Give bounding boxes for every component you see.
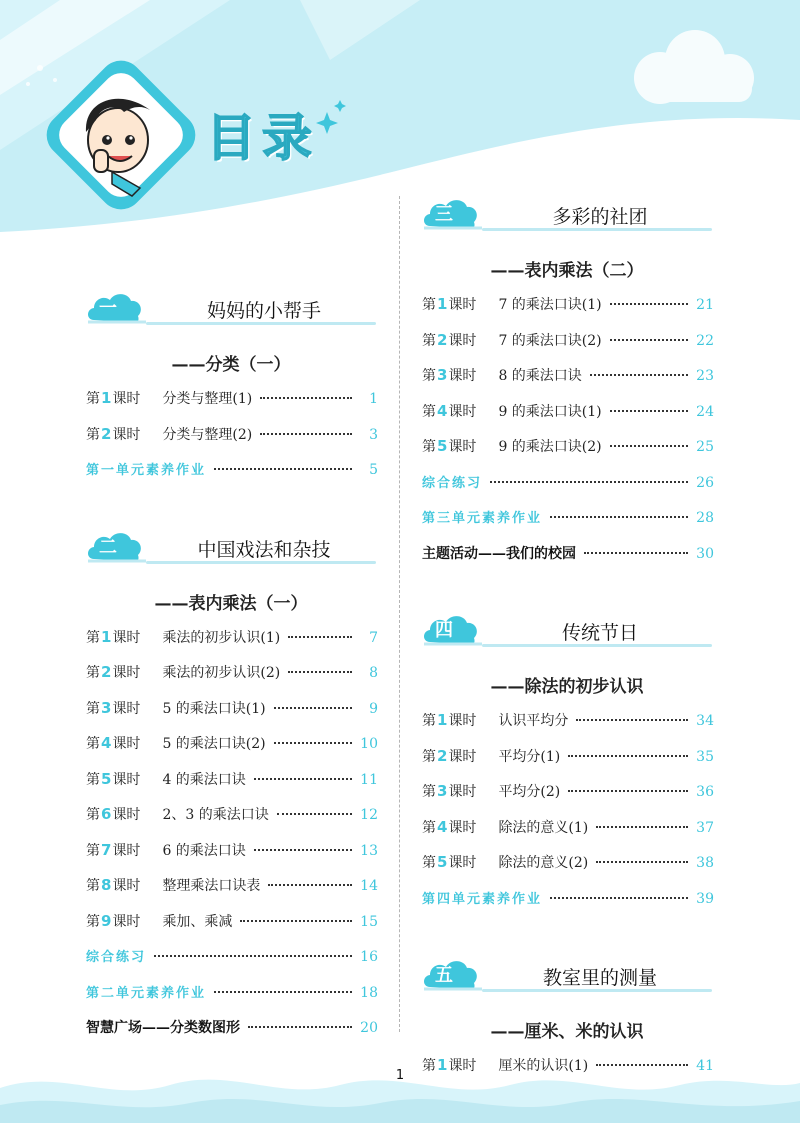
practice-title: 第三单元素养作业 [422, 511, 543, 526]
lesson-suffix: 课时 [112, 913, 141, 930]
lesson-prefix: 第 [422, 403, 436, 420]
lesson-title: 乘加、乘减 [162, 913, 233, 930]
lesson-suffix: 课时 [112, 842, 141, 859]
unit-number: 三 [435, 204, 453, 225]
lesson-number: 8 [101, 876, 112, 894]
lesson-title: 分类与整理(1) [162, 391, 253, 407]
unit-title[interactable]: 妈妈的小帮手 [206, 300, 321, 322]
dot-leader [550, 896, 688, 899]
unit-number: 五 [435, 965, 453, 986]
toc-entry[interactable] [86, 804, 378, 826]
lesson-prefix: 第 [422, 332, 436, 349]
lesson-title: 厘米的认识(1) [498, 1058, 589, 1074]
lesson-suffix: 课时 [448, 819, 477, 836]
lesson-prefix: 第 [422, 855, 436, 871]
lesson-number: 5 [437, 853, 448, 871]
lesson-number: 5 [101, 769, 112, 788]
lesson-suffix: 课时 [448, 784, 477, 800]
lesson-suffix: 课时 [112, 700, 141, 717]
unit-header [422, 196, 722, 232]
dot-leader [268, 883, 352, 886]
lesson-suffix: 课时 [448, 748, 477, 765]
page-title: 目录 [206, 109, 318, 167]
unit-header [422, 612, 722, 648]
lesson-title: 8 的乘法口诀 [498, 368, 582, 384]
lesson-title: 平均分(2) [498, 784, 561, 800]
unit-number: 四 [435, 620, 453, 641]
dot-leader [576, 718, 688, 721]
lesson-number: 2 [101, 663, 112, 681]
dot-leader [274, 706, 352, 709]
page-number: 30 [696, 545, 714, 562]
toc-entry-practice[interactable] [86, 982, 378, 1004]
lesson-title: 整理乘法口诀表 [162, 878, 261, 894]
page-number: 20 [360, 1020, 378, 1036]
lesson-number: 2 [101, 424, 112, 443]
page-number: 11 [360, 771, 378, 788]
dot-leader [260, 432, 352, 435]
page-number: 13 [360, 842, 378, 859]
lesson-prefix: 第 [86, 842, 100, 859]
toc-entry[interactable] [422, 436, 714, 458]
lesson-suffix: 课时 [448, 855, 477, 871]
page-number: 15 [360, 913, 378, 930]
lesson-number: 2 [437, 330, 448, 349]
dot-leader [610, 338, 688, 341]
lesson-suffix: 课时 [112, 629, 141, 646]
lesson-title: 5 的乘法口诀(1) [162, 700, 266, 717]
practice-title: 综合练习 [86, 950, 147, 965]
lesson-title: 5 的乘法口诀(2) [162, 736, 266, 752]
lesson-prefix: 第 [86, 807, 100, 823]
page-number: 34 [696, 713, 714, 729]
unit-subtitle: ——厘米、米的认识 [490, 1022, 644, 1042]
unit-title[interactable]: 中国戏法和杂技 [197, 538, 331, 561]
lesson-number: 4 [437, 817, 448, 836]
practice-title: 第一单元素养作业 [86, 463, 207, 478]
lesson-prefix: 第 [422, 368, 436, 384]
lesson-prefix: 第 [86, 700, 100, 717]
dot-leader [288, 670, 352, 673]
toc-entry-practice[interactable] [422, 472, 714, 494]
toc-entry[interactable] [86, 424, 378, 446]
lesson-number: 4 [437, 401, 448, 420]
unit-underline [482, 228, 712, 231]
unit-header [86, 290, 386, 326]
lesson-number: 4 [101, 734, 112, 752]
dot-leader [248, 1025, 352, 1028]
lesson-number: 3 [437, 366, 448, 384]
lesson-suffix: 课时 [448, 439, 477, 455]
dot-leader [584, 551, 688, 554]
page-number: 37 [696, 819, 714, 836]
unit-underline [482, 644, 712, 647]
toc-entry[interactable] [86, 840, 378, 862]
lesson-number: 7 [101, 840, 112, 859]
column-divider [399, 196, 400, 1032]
lesson-prefix: 第 [86, 878, 100, 894]
page-number: 28 [696, 510, 714, 526]
dot-leader [590, 373, 688, 376]
lesson-prefix: 第 [422, 784, 436, 800]
unit-number: 一 [99, 298, 117, 319]
lesson-prefix: 第 [422, 439, 436, 455]
toc-entry[interactable] [86, 627, 378, 649]
practice-title: 综合练习 [422, 475, 483, 491]
page-number: 9 [369, 700, 378, 717]
page-number: 1 [369, 391, 378, 407]
toc-entry-activity[interactable] [422, 543, 714, 565]
toc-entry-practice[interactable] [422, 888, 714, 910]
lesson-suffix: 课时 [448, 713, 477, 729]
lesson-number: 3 [437, 782, 448, 800]
toc-entry[interactable] [86, 698, 378, 720]
footer-page-number: 1 [395, 1068, 405, 1083]
lesson-suffix: 课时 [448, 403, 477, 420]
lesson-number: 3 [101, 698, 112, 717]
page-number: 21 [696, 297, 714, 313]
toc-entry[interactable] [86, 875, 378, 897]
unit-title[interactable]: 多彩的社团 [552, 206, 648, 228]
page-number: 24 [696, 403, 714, 420]
dot-leader [214, 990, 352, 993]
lesson-number: 1 [437, 1056, 448, 1074]
unit-subtitle: ——分类（一） [171, 355, 291, 375]
dot-leader [610, 409, 688, 412]
page-number: 18 [360, 984, 378, 1001]
dot-leader [260, 396, 352, 399]
page-number: 23 [696, 368, 714, 384]
page-number: 12 [360, 807, 378, 823]
lesson-suffix: 课时 [112, 665, 141, 681]
toc-entry[interactable] [86, 388, 378, 410]
dot-leader [568, 789, 688, 792]
toc-entry[interactable] [422, 817, 714, 839]
activity-title: 主题活动——我们的校园 [422, 545, 576, 562]
page-number: 41 [696, 1058, 714, 1074]
page-number: 14 [360, 878, 378, 894]
dot-leader [254, 777, 352, 780]
lesson-title: 9 的乘法口诀(1) [498, 403, 602, 420]
unit-header [86, 529, 386, 565]
dot-leader [288, 635, 352, 638]
dot-leader [240, 919, 352, 922]
lesson-prefix: 第 [422, 748, 436, 765]
toc-entry[interactable] [422, 330, 714, 352]
page-number: 26 [696, 474, 714, 491]
unit-number: 二 [99, 536, 117, 558]
lesson-number: 2 [437, 746, 448, 765]
lesson-prefix: 第 [86, 391, 100, 407]
page-number: 8 [369, 665, 378, 681]
lesson-title: 分类与整理(2) [162, 426, 253, 443]
unit-underline [146, 322, 376, 325]
page-number: 35 [696, 748, 714, 765]
lesson-suffix: 课时 [448, 332, 477, 349]
lesson-suffix: 课时 [112, 391, 141, 407]
page-number: 25 [696, 439, 714, 455]
toc-entry[interactable] [86, 911, 378, 933]
unit-underline [146, 561, 376, 564]
dot-leader [277, 812, 352, 815]
lesson-suffix: 课时 [448, 297, 477, 313]
lesson-prefix: 第 [422, 297, 436, 313]
toc-entry[interactable] [86, 662, 378, 684]
dot-leader [596, 825, 688, 828]
dot-leader [274, 741, 352, 744]
lesson-suffix: 课时 [112, 878, 141, 894]
toc-entry-practice[interactable] [422, 507, 714, 529]
page-number: 10 [360, 736, 378, 752]
unit-subtitle: ——表内乘法（二） [490, 261, 644, 281]
lesson-number: 1 [101, 389, 112, 407]
lesson-prefix: 第 [86, 426, 100, 443]
dot-leader [610, 302, 688, 305]
lesson-prefix: 第 [86, 629, 100, 646]
toc-entry[interactable] [86, 733, 378, 755]
page-number: 3 [369, 426, 378, 443]
toc-entry-practice[interactable] [86, 946, 378, 968]
lesson-number: 5 [437, 437, 448, 455]
lesson-title: 9 的乘法口诀(2) [498, 439, 602, 455]
lesson-prefix: 第 [86, 913, 100, 930]
page-number: 16 [360, 949, 378, 965]
lesson-suffix: 课时 [112, 807, 141, 823]
unit-subtitle: ——表内乘法（一） [154, 593, 308, 614]
toc-entry[interactable] [422, 781, 714, 803]
lesson-suffix: 课时 [448, 368, 477, 384]
lesson-prefix: 第 [86, 771, 100, 788]
lesson-prefix: 第 [422, 713, 436, 729]
lesson-title: 2、3 的乘法口诀 [162, 807, 269, 823]
lesson-title: 乘法的初步认识(1) [162, 629, 281, 646]
lesson-title: 平均分(1) [498, 748, 561, 765]
lesson-suffix: 课时 [112, 426, 141, 443]
toc-entry-practice[interactable] [86, 459, 378, 481]
lesson-suffix: 课时 [112, 771, 141, 788]
unit-underline [482, 989, 712, 992]
dot-leader [490, 480, 688, 483]
lesson-suffix: 课时 [112, 736, 141, 752]
lesson-title: 认识平均分 [498, 713, 569, 729]
activity-title: 智慧广场——分类数图形 [86, 1020, 240, 1036]
lesson-number: 9 [101, 911, 112, 930]
unit-title[interactable]: 教室里的测量 [542, 967, 657, 989]
lesson-number: 6 [101, 805, 112, 823]
toc-entry[interactable] [422, 294, 714, 316]
lesson-title: 7 的乘法口诀(2) [498, 332, 602, 349]
page-number: 7 [369, 629, 378, 646]
lesson-title: 7 的乘法口诀(1) [498, 297, 602, 313]
lesson-prefix: 第 [86, 736, 100, 752]
dot-leader [254, 848, 352, 851]
unit-subtitle: ——除法的初步认识 [490, 677, 644, 697]
page-number: 36 [696, 784, 714, 800]
lesson-title: 除法的意义(1) [498, 819, 589, 836]
toc-entry[interactable] [422, 365, 714, 387]
toc-entry[interactable] [86, 769, 378, 791]
page-number: 5 [369, 462, 378, 478]
dot-leader [154, 954, 352, 957]
page-number: 39 [696, 890, 714, 907]
lesson-title: 4 的乘法口诀 [162, 771, 246, 788]
toc-entry[interactable] [422, 852, 714, 874]
unit-title[interactable]: 传统节日 [561, 622, 638, 644]
dot-leader [550, 515, 688, 518]
lesson-prefix: 第 [422, 1058, 436, 1074]
lesson-prefix: 第 [86, 665, 100, 681]
lesson-suffix: 课时 [448, 1058, 477, 1074]
unit-header [422, 957, 722, 993]
page-number: 22 [696, 332, 714, 349]
dot-leader [596, 860, 688, 863]
lesson-number: 1 [437, 295, 448, 313]
dot-leader [568, 754, 688, 757]
toc-entry[interactable] [422, 710, 714, 732]
lesson-prefix: 第 [422, 819, 436, 836]
practice-title: 第四单元素养作业 [422, 891, 543, 907]
toc-entry[interactable] [422, 401, 714, 423]
lesson-number: 1 [101, 627, 112, 646]
lesson-title: 乘法的初步认识(2) [162, 665, 281, 681]
toc-entry[interactable] [422, 746, 714, 768]
dot-leader [610, 444, 688, 447]
lesson-title: 6 的乘法口诀 [162, 842, 246, 859]
practice-title: 第二单元素养作业 [86, 985, 207, 1001]
dot-leader [214, 467, 352, 470]
lesson-number: 1 [437, 711, 448, 729]
page-number: 38 [696, 855, 714, 871]
lesson-title: 除法的意义(2) [498, 855, 589, 871]
